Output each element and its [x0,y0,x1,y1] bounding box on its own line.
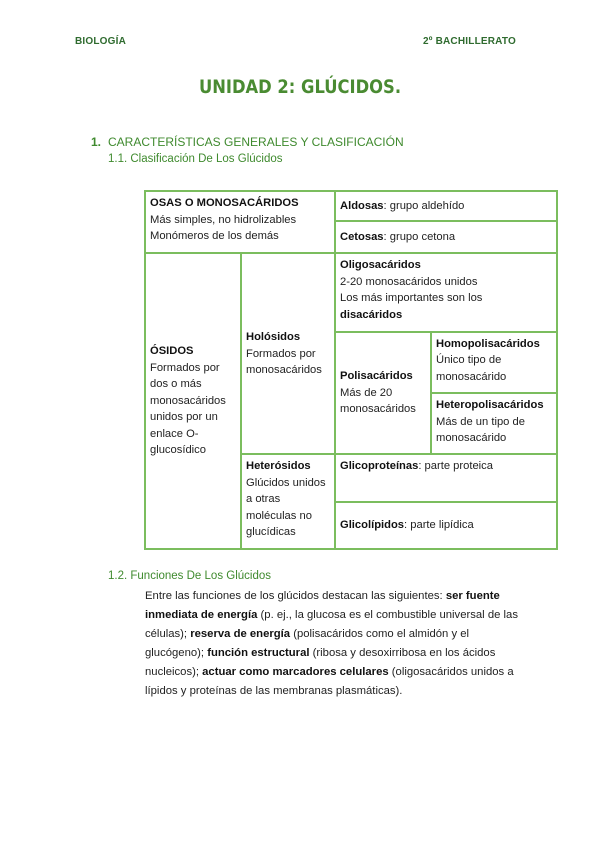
cell-polisacaridos [335,332,431,455]
oligo-title: Oligosacáridos [340,259,421,272]
para-text-1: Entre las funciones de los glúcidos destacan las siguientes: [145,590,446,602]
holosidos-desc: Formados por monosacáridos [246,347,322,377]
poli-desc: Más de 20 monosacáridos [340,386,416,416]
page-title: UNIDAD 2: GLÚCIDOS. [198,76,402,98]
subsection-heading-functions: 1.2. Funciones De Los Glúcidos [108,570,272,582]
cell-heterosidos [241,454,335,549]
para-bold-1: ser fuente inmediata de energía [145,590,500,621]
cell-homopolisacaridos [431,332,557,393]
cetosas-desc: : grupo cetona [383,230,456,243]
subsection-heading-classification: 1.1. Clasificación De Los Glúcidos [108,153,283,165]
section-label: CARACTERÍSTICAS GENERALES Y CLASIFICACIÓN [108,135,404,149]
aldosas-desc: : grupo aldehído [383,199,465,212]
oligo-line2: Los más importantes son los [340,292,483,305]
homo-desc: Único tipo de monosacárido [436,354,507,383]
para-bold-4: actuar como marcadores celulares [202,666,389,678]
para-bold-3: función estructural [207,647,310,659]
glicolip-desc: : parte lipídica [404,519,474,532]
osidos-title: ÓSIDOS [150,345,194,358]
cetosas-term: Cetosas [340,230,384,243]
header-course: 2º BACHILLERATO [423,36,516,47]
hetero-desc: Más de un tipo de monosacárido [436,415,525,445]
cell-glicoproteinas [335,454,557,501]
heterosidos-desc: Glúcidos unidos a otras moléculas no glucídicas [246,476,326,539]
cell-holosidos [241,253,335,454]
poli-title: Polisacáridos [340,370,413,383]
glicoprot-desc: : parte proteica [418,460,493,473]
para-text-2: (p. ej., la glucosa es el combustible universal de las células); [145,609,518,640]
cell-glicolipidos [335,502,557,549]
functions-paragraph [145,587,527,701]
para-bold-2: reserva de energía [190,628,291,640]
osidos-desc: Formados por dos o más monosacáridos unidos por un enlace O-glucosídico [150,361,226,457]
hetero-title: Heteropolisacáridos [436,399,544,412]
aldosas-term: Aldosas [340,199,384,212]
osas-line1: Más simples, no hidrolizables [150,213,297,226]
osas-line2: Monómeros de los demás [150,230,279,242]
cell-cetosas [335,221,557,253]
para-text-3: (polisacáridos como el almidón y el glucógeno); [145,628,470,659]
holosidos-title: Holósidos [246,331,301,344]
cell-aldosas [335,191,557,221]
para-text-5: (oligosacáridos unidos a lípidos y proteínas de las membranas plasmáticas). [145,666,514,697]
glicolip-term: Glicolípidos [340,519,405,532]
oligo-line1: 2-20 monosacáridos unidos [340,275,478,288]
section-number: 1. [91,135,102,149]
homo-title: Homopolisacáridos [436,337,540,350]
cell-osidos [145,253,241,549]
cell-osas [145,191,335,253]
classification-table [144,190,558,550]
heterosidos-title: Heterósidos [246,460,311,473]
header-subject: BIOLOGÍA [75,36,127,47]
cell-oligosacaridos [335,253,557,331]
osas-title: OSAS O MONOSACÁRIDOS [150,197,299,209]
oligo-bold: disacáridos [340,308,403,321]
cell-heteropolisacaridos [431,393,557,454]
glicoprot-term: Glicoproteínas [340,460,419,473]
para-text-4: (ribosa y desoxirribosa en los ácidos nucleicos); [145,647,496,678]
section-heading [91,135,404,149]
